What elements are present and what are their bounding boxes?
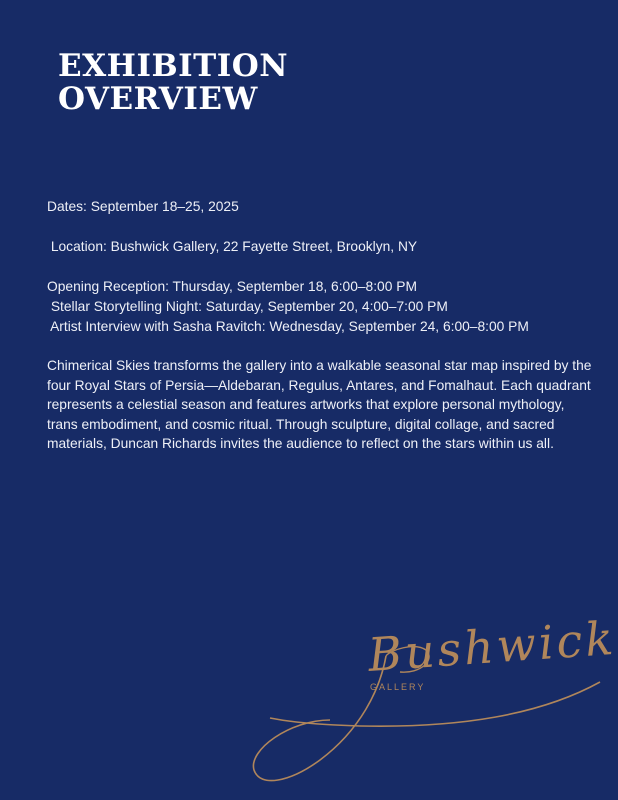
page-title	[58, 50, 288, 116]
logo-wordmark: Bushwick	[366, 610, 618, 682]
event-opening-reception: Opening Reception: Thursday, September 18, 6:00–8:00 PM	[47, 279, 417, 294]
event-artist-interview: Artist Interview with Sasha Ravitch: Wednesday, September 24, 6:00–8:00 PM	[47, 319, 529, 334]
title-line-1: EXHIBITION	[58, 48, 289, 84]
event-storytelling-night: Stellar Storytelling Night: Saturday, September 20, 4:00–7:00 PM	[47, 299, 448, 314]
title-line-2: OVERVIEW	[58, 81, 258, 117]
dates-text: Dates: September 18–25, 2025	[47, 199, 239, 214]
logo-subtitle: GALLERY	[370, 682, 426, 692]
exhibition-info	[47, 197, 587, 337]
exhibition-description: Chimerical Skies transforms the gallery into a walkable seasonal star map inspired by the four Royal Stars of Persia—Aldebaran, Regulus, Antares, and Fomalhaut. Each quadrant represents a celestial season and features artworks that explore personal mythology, trans embodiment, and cosmic ritual. Through sculpture, digital collage, and sacred materials, Duncan Richards invites the audience to reflect on the stars within us all.	[47, 358, 592, 451]
location-text: Location: Bushwick Gallery, 22 Fayette Street, Brooklyn, NY	[47, 239, 418, 254]
